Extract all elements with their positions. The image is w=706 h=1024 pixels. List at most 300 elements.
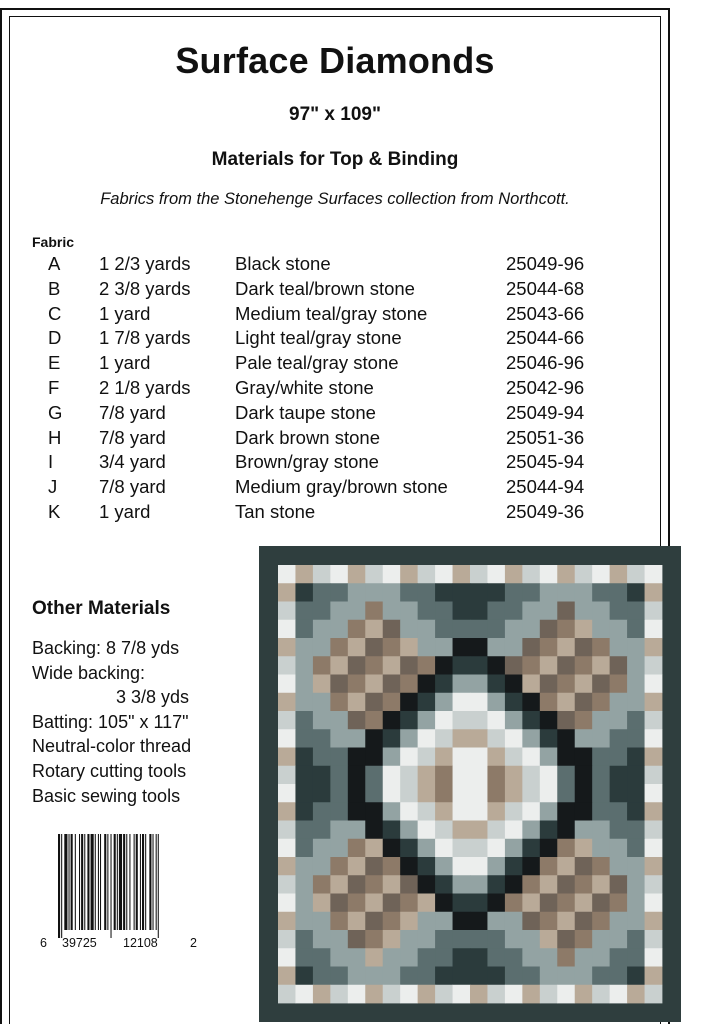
quilt-patch xyxy=(575,656,593,675)
quilt-patch xyxy=(540,656,558,675)
fabric-yardage: 1 2/3 yards xyxy=(99,253,191,274)
quilt-patch xyxy=(313,602,331,621)
quilt-patch xyxy=(610,766,628,785)
quilt-patch xyxy=(470,602,488,621)
fabric-yardage: 2 1/8 yards xyxy=(99,376,191,398)
fabric-color: Light teal/gray stone xyxy=(235,327,402,349)
quilt-patch xyxy=(592,802,610,821)
quilt-patch xyxy=(505,839,523,858)
quilt-patch xyxy=(505,802,523,821)
quilt-patch xyxy=(645,766,663,785)
barcode-bar xyxy=(134,834,135,930)
quilt-patch xyxy=(435,675,453,694)
barcode-bars xyxy=(56,834,184,938)
quilt-patch xyxy=(453,985,471,1004)
quilt-patch xyxy=(470,565,488,584)
quilt-patch xyxy=(645,875,663,894)
quilt-patch xyxy=(365,729,383,748)
barcode-bar xyxy=(111,834,112,938)
quilt-patch xyxy=(313,857,331,876)
quilt-patch xyxy=(610,948,628,967)
quilt-patch xyxy=(330,967,348,986)
quilt-patch xyxy=(313,675,331,694)
quilt-patch xyxy=(505,675,523,694)
fabric-yardage: 7/8 yard xyxy=(99,426,166,448)
barcode-bar xyxy=(142,834,144,930)
quilt-patch xyxy=(627,894,645,913)
fabric-number: 25044-68 xyxy=(506,277,585,299)
quilt-patch xyxy=(575,748,593,767)
quilt-patch xyxy=(610,894,628,913)
quilt-patch xyxy=(278,565,296,584)
quilt-patch xyxy=(453,894,471,913)
quilt-patch xyxy=(400,875,418,894)
collection-note: Fabrics from the Stonehenge Surfaces collection from Northcott. xyxy=(100,190,570,208)
quilt-patch xyxy=(418,602,436,621)
quilt-patch xyxy=(330,948,348,967)
quilt-patch xyxy=(348,784,366,803)
quilt-patch xyxy=(540,894,558,913)
quilt-patch xyxy=(505,748,523,767)
quilt-patch xyxy=(295,857,313,876)
quilt-patch xyxy=(383,821,401,840)
quilt-patch xyxy=(435,784,453,803)
fabric-number: 25044-66 xyxy=(506,327,585,349)
fabric-row xyxy=(0,451,660,476)
fabric-letter: D xyxy=(48,327,62,349)
quilt-patch xyxy=(470,675,488,694)
quilt-patch xyxy=(348,839,366,858)
fabric-letter: A xyxy=(48,253,61,274)
quilt-patch xyxy=(278,638,296,657)
quilt-patch xyxy=(592,675,610,694)
quilt-patch xyxy=(592,711,610,730)
barcode-bar xyxy=(61,834,62,938)
quilt-patch xyxy=(435,729,453,748)
quilt-patch xyxy=(435,802,453,821)
quilt-patch xyxy=(487,766,505,785)
quilt-patch xyxy=(522,821,540,840)
quilt-patch xyxy=(278,967,296,986)
quilt-patch xyxy=(365,656,383,675)
quilt-patch xyxy=(592,839,610,858)
quilt-patch xyxy=(435,948,453,967)
quilt-patch xyxy=(348,748,366,767)
quilt-patch xyxy=(295,693,313,712)
quilt-patch xyxy=(348,602,366,621)
quilt-patch xyxy=(487,565,505,584)
quilt-patch xyxy=(453,948,471,967)
quilt-patch xyxy=(575,894,593,913)
quilt-patch xyxy=(383,711,401,730)
quilt-patch xyxy=(330,912,348,931)
fabric-letter: G xyxy=(48,401,63,423)
quilt-patch xyxy=(505,656,523,675)
quilt-patch xyxy=(592,912,610,931)
quilt-patch xyxy=(418,656,436,675)
quilt-patch xyxy=(557,948,575,967)
quilt-patch xyxy=(365,784,383,803)
quilt-patch xyxy=(348,875,366,894)
quilt-patch xyxy=(435,620,453,639)
quilt-patch xyxy=(557,693,575,712)
quilt-patch xyxy=(627,985,645,1004)
quilt-patch xyxy=(278,675,296,694)
barcode-bar xyxy=(153,834,154,930)
quilt-patch xyxy=(522,766,540,785)
quilt-patch xyxy=(505,583,523,602)
quilt-patch xyxy=(592,894,610,913)
quilt-patch xyxy=(645,565,663,584)
quilt-patch xyxy=(470,894,488,913)
barcode-bar xyxy=(129,834,130,930)
quilt-patch xyxy=(365,894,383,913)
quilt-patch xyxy=(487,656,505,675)
quilt-patch xyxy=(313,912,331,931)
quilt-patch xyxy=(330,802,348,821)
quilt-patch xyxy=(435,894,453,913)
quilt-patch xyxy=(365,857,383,876)
quilt-patch xyxy=(313,839,331,858)
quilt-patch xyxy=(610,930,628,949)
quilt-patch xyxy=(383,602,401,621)
quilt-patch xyxy=(487,638,505,657)
quilt-photo xyxy=(259,546,681,1022)
quilt-patch xyxy=(383,839,401,858)
quilt-patch xyxy=(295,729,313,748)
fabric-letter: F xyxy=(48,376,60,398)
quilt-patch xyxy=(383,638,401,657)
fabric-number: 25049-96 xyxy=(506,253,585,274)
quilt-patch xyxy=(592,930,610,949)
quilt-patch xyxy=(505,638,523,657)
quilt-patch xyxy=(313,638,331,657)
quilt-patch xyxy=(295,656,313,675)
quilt-patch xyxy=(505,711,523,730)
quilt-patch xyxy=(295,784,313,803)
quilt-patch xyxy=(540,784,558,803)
quilt-patch xyxy=(610,784,628,803)
quilt-patch xyxy=(418,912,436,931)
quilt-patch xyxy=(383,748,401,767)
quilt-patch xyxy=(295,583,313,602)
finished-size: 97" x 109" xyxy=(289,104,381,125)
quilt-patch xyxy=(592,875,610,894)
quilt-patch xyxy=(645,967,663,986)
quilt-patch xyxy=(540,912,558,931)
quilt-patch xyxy=(348,565,366,584)
quilt-patch xyxy=(418,675,436,694)
barcode-bar xyxy=(145,834,146,930)
quilt-patch xyxy=(365,802,383,821)
quilt-patch xyxy=(557,656,575,675)
quilt-patch xyxy=(627,675,645,694)
quilt-patch xyxy=(313,729,331,748)
quilt-patch xyxy=(540,857,558,876)
quilt-patch xyxy=(627,875,645,894)
quilt-patch xyxy=(522,784,540,803)
quilt-patch xyxy=(557,784,575,803)
quilt-patch xyxy=(505,729,523,748)
quilt-patch xyxy=(295,948,313,967)
quilt-patch xyxy=(522,583,540,602)
quilt-patch xyxy=(645,985,663,1004)
quilt-patch xyxy=(365,985,383,1004)
quilt-patch xyxy=(383,620,401,639)
quilt-patch xyxy=(522,638,540,657)
fabric-number: 25042-96 xyxy=(506,376,585,398)
fabric-letter: J xyxy=(48,476,58,498)
quilt-patch xyxy=(627,821,645,840)
quilt-patch xyxy=(418,839,436,858)
quilt-patch xyxy=(435,821,453,840)
quilt-patch xyxy=(278,930,296,949)
quilt-patch xyxy=(278,912,296,931)
barcode-bar xyxy=(79,834,80,930)
quilt-patch xyxy=(453,912,471,931)
quilt-patch xyxy=(610,985,628,1004)
quilt-patch xyxy=(330,875,348,894)
quilt-patch xyxy=(610,802,628,821)
quilt-patch xyxy=(400,857,418,876)
quilt-patch xyxy=(627,565,645,584)
quilt-patch xyxy=(453,583,471,602)
quilt-patch xyxy=(278,985,296,1004)
quilt-patch xyxy=(400,821,418,840)
quilt-patch xyxy=(487,784,505,803)
quilt-patch xyxy=(575,620,593,639)
quilt-patch xyxy=(470,857,488,876)
quilt-patch xyxy=(400,602,418,621)
quilt-patch xyxy=(522,675,540,694)
quilt-patch xyxy=(522,656,540,675)
quilt-patch xyxy=(540,693,558,712)
barcode-digits xyxy=(40,936,200,954)
quilt-patch xyxy=(505,784,523,803)
quilt-patch xyxy=(435,967,453,986)
quilt-patch xyxy=(365,839,383,858)
quilt-patch xyxy=(575,766,593,785)
quilt-patch xyxy=(400,711,418,730)
quilt-patch xyxy=(330,638,348,657)
quilt-patch xyxy=(522,912,540,931)
quilt-patch xyxy=(400,967,418,986)
fabric-yardage: 1 yard xyxy=(99,352,151,374)
quilt-patch xyxy=(645,802,663,821)
quilt-patch xyxy=(348,693,366,712)
quilt-patch xyxy=(383,583,401,602)
quilt-patch xyxy=(453,729,471,748)
quilt-patch xyxy=(470,583,488,602)
quilt-patch xyxy=(330,602,348,621)
quilt-patch xyxy=(470,638,488,657)
quilt-patch xyxy=(540,620,558,639)
quilt-patch xyxy=(365,602,383,621)
quilt-patch xyxy=(278,748,296,767)
quilt-patch xyxy=(487,602,505,621)
quilt-patch xyxy=(575,821,593,840)
other-material-item: Backing: 8 7/8 yds xyxy=(32,638,180,658)
quilt-patch xyxy=(557,894,575,913)
quilt-patch xyxy=(487,620,505,639)
quilt-patch xyxy=(557,930,575,949)
quilt-patch xyxy=(383,766,401,785)
quilt-patch xyxy=(575,875,593,894)
quilt-patch xyxy=(313,693,331,712)
quilt-patch xyxy=(557,857,575,876)
quilt-patch xyxy=(278,875,296,894)
quilt-patch xyxy=(418,948,436,967)
quilt-patch xyxy=(470,748,488,767)
fabric-color: Tan stone xyxy=(235,500,316,522)
barcode-digit-group: 39725 xyxy=(62,936,97,950)
quilt-patch xyxy=(610,656,628,675)
quilt-patch xyxy=(627,784,645,803)
quilt-patch xyxy=(435,748,453,767)
quilt-patch xyxy=(592,729,610,748)
quilt-patch xyxy=(348,729,366,748)
quilt-patch xyxy=(400,693,418,712)
quilt-patch xyxy=(348,948,366,967)
quilt-patch xyxy=(557,638,575,657)
quilt-patch xyxy=(400,766,418,785)
quilt-patch xyxy=(505,912,523,931)
quilt-patch xyxy=(365,930,383,949)
quilt-patch xyxy=(453,565,471,584)
barcode-bar xyxy=(69,834,70,930)
quilt-patch xyxy=(278,602,296,621)
quilt-patch xyxy=(418,894,436,913)
quilt-patch xyxy=(435,711,453,730)
barcode-bar xyxy=(136,834,138,930)
fabric-row xyxy=(0,476,660,501)
quilt-patch xyxy=(330,693,348,712)
quilt-patch xyxy=(505,930,523,949)
quilt-patch xyxy=(645,948,663,967)
other-material-item: Wide backing: xyxy=(32,662,146,683)
quilt-patch xyxy=(557,802,575,821)
quilt-patch xyxy=(557,729,575,748)
quilt-patch xyxy=(418,620,436,639)
quilt-patch xyxy=(487,748,505,767)
quilt-patch xyxy=(487,729,505,748)
fabric-letter: B xyxy=(48,277,61,299)
quilt-patch xyxy=(645,729,663,748)
barcode-bar xyxy=(107,834,108,930)
fabric-color: Medium teal/gray stone xyxy=(235,302,428,324)
quilt-patch xyxy=(610,711,628,730)
fabric-color: Dark teal/brown stone xyxy=(235,277,415,299)
fabric-yardage: 7/8 yard xyxy=(99,476,166,498)
fabric-row xyxy=(0,253,660,278)
quilt-patch xyxy=(453,784,471,803)
quilt-patch xyxy=(365,912,383,931)
quilt-patch xyxy=(313,583,331,602)
fabric-yardage: 7/8 yard xyxy=(99,401,166,423)
quilt-patch xyxy=(627,948,645,967)
barcode-bar xyxy=(98,834,99,930)
quilt-patch xyxy=(487,802,505,821)
quilt-patch xyxy=(487,857,505,876)
quilt-patch xyxy=(592,620,610,639)
quilt-patch xyxy=(487,985,505,1004)
quilt-patch xyxy=(278,693,296,712)
quilt-patch xyxy=(453,656,471,675)
quilt-patch xyxy=(592,602,610,621)
barcode-bar xyxy=(100,834,101,930)
quilt-patch xyxy=(330,565,348,584)
quilt-patch xyxy=(295,894,313,913)
fabric-row xyxy=(0,278,660,303)
quilt-patch xyxy=(557,583,575,602)
quilt-patch xyxy=(540,967,558,986)
quilt-patch xyxy=(540,729,558,748)
quilt-patch xyxy=(592,766,610,785)
quilt-patch xyxy=(365,675,383,694)
quilt-patch xyxy=(435,693,453,712)
quilt-patch xyxy=(330,583,348,602)
quilt-patch xyxy=(330,821,348,840)
quilt-patch xyxy=(330,857,348,876)
barcode-bar xyxy=(104,834,106,930)
quilt-patch xyxy=(435,857,453,876)
quilt-patch xyxy=(522,985,540,1004)
quilt-patch xyxy=(330,748,348,767)
quilt-patch xyxy=(557,620,575,639)
quilt-patch xyxy=(505,766,523,785)
quilt-patch xyxy=(330,985,348,1004)
quilt-patch xyxy=(627,620,645,639)
quilt-patch xyxy=(592,565,610,584)
quilt-patch xyxy=(400,784,418,803)
quilt-patch xyxy=(295,766,313,785)
quilt-patch xyxy=(645,930,663,949)
quilt-patch xyxy=(418,930,436,949)
quilt-patch xyxy=(278,583,296,602)
quilt-patch xyxy=(505,857,523,876)
quilt-patch xyxy=(313,784,331,803)
quilt-patch xyxy=(435,656,453,675)
quilt-patch xyxy=(540,821,558,840)
quilt-patch xyxy=(418,967,436,986)
barcode-digit-group: 12108 xyxy=(123,936,158,950)
barcode-digit-group: 2 xyxy=(190,936,197,950)
quilt-patch xyxy=(400,583,418,602)
barcode-bar xyxy=(126,834,127,930)
other-material-item: Neutral-color thread xyxy=(32,736,192,757)
quilt-patch xyxy=(418,748,436,767)
quilt-patch xyxy=(365,875,383,894)
quilt-patch xyxy=(400,675,418,694)
fabric-row xyxy=(0,303,660,328)
quilt-patch xyxy=(295,565,313,584)
fabric-number: 25043-66 xyxy=(506,302,585,324)
quilt-patch xyxy=(645,675,663,694)
quilt-patch xyxy=(348,985,366,1004)
quilt-patch xyxy=(592,985,610,1004)
fabric-number: 25049-36 xyxy=(506,500,585,522)
quilt-patch xyxy=(418,693,436,712)
fabric-letter: H xyxy=(48,426,62,448)
barcode-bar xyxy=(58,834,60,938)
quilt-patch xyxy=(348,711,366,730)
materials-heading: Materials for Top & Binding xyxy=(211,149,459,170)
quilt-patch xyxy=(505,967,523,986)
quilt-patch xyxy=(505,821,523,840)
quilt-patch xyxy=(365,620,383,639)
quilt-patch xyxy=(592,857,610,876)
quilt-patch xyxy=(313,948,331,967)
